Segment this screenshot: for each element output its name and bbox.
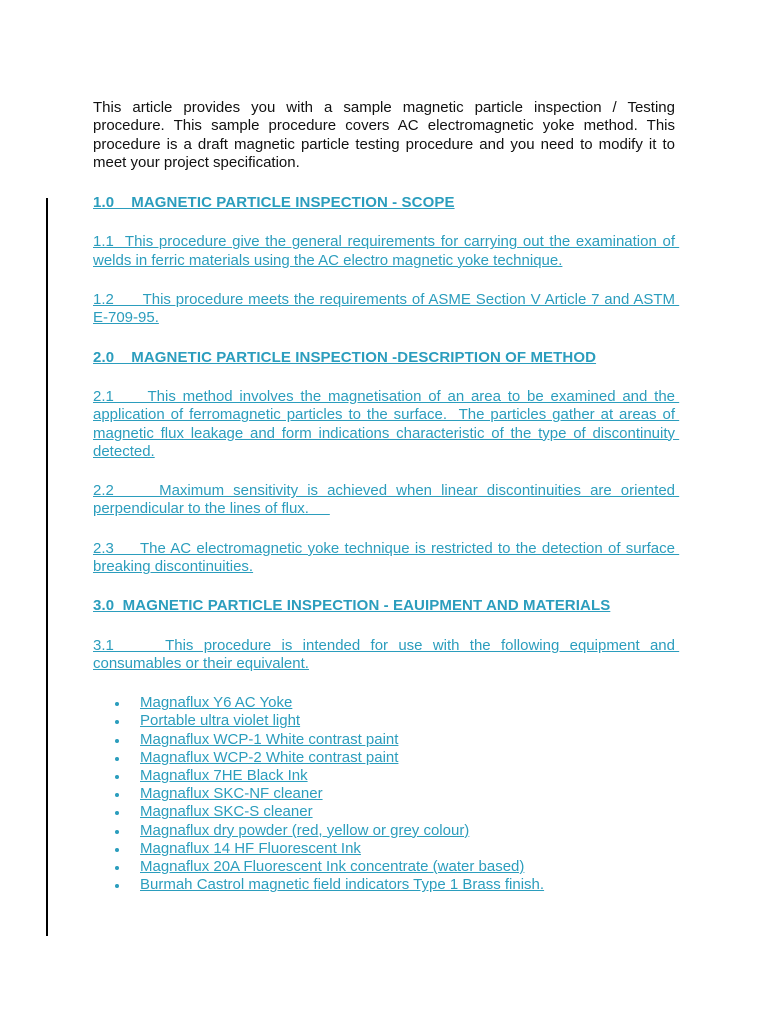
paragraph-1-2[interactable]: 1.2 This procedure meets the requirements of ASME Section V Article 7 and ASTM E-709-95.: [93, 291, 680, 327]
revision-change-bar: [46, 198, 48, 936]
bullet-icon: [115, 848, 119, 852]
bullet-icon: [115, 866, 119, 870]
paragraph-2-2[interactable]: 2.2 Maximum sensitivity is achieved when linear discontinuities are oriented perpendicular to the lines of flux.: [93, 482, 680, 518]
list-item[interactable]: [115, 694, 675, 712]
bullet-icon: [115, 775, 119, 779]
bullet-icon: [115, 702, 119, 706]
bullet-icon: [115, 720, 119, 724]
bullet-icon: [115, 811, 119, 815]
list-item[interactable]: [115, 840, 675, 858]
bullet-icon: [115, 884, 119, 888]
list-item[interactable]: [115, 712, 675, 730]
list-item[interactable]: [115, 803, 675, 821]
list-item[interactable]: [115, 785, 675, 803]
list-item-label: Magnaflux SKC-S cleaner: [140, 803, 313, 821]
list-item[interactable]: [115, 767, 675, 785]
document-body: [93, 99, 680, 894]
paragraph-1-1[interactable]: 1.1 This procedure give the general requirements for carrying out the examination of welds in ferric materials using the AC electro magnetic yoke technique.: [93, 233, 680, 269]
list-item-label: Magnaflux WCP-2 White contrast paint: [140, 748, 399, 766]
list-item[interactable]: [115, 822, 675, 840]
bullet-icon: [115, 757, 119, 761]
list-item[interactable]: [115, 876, 675, 894]
list-item-label: Magnaflux Y6 AC Yoke: [140, 694, 293, 712]
bullet-icon: [115, 739, 119, 743]
section-heading-scope[interactable]: 1.0 MAGNETIC PARTICLE INSPECTION - SCOPE: [93, 194, 455, 212]
paragraph-2-1[interactable]: 2.1 This method involves the magnetisation of an area to be examined and the application of ferromagnetic particles to the surface. The particles gather at areas of magnetic flux leakage and form indications characteristic of the type of discontinuity detected.: [93, 387, 680, 460]
intro-paragraph: This article provides you with a sample magnetic particle inspection / Testing procedure. This sample procedure covers AC electromagnetic yoke method. This procedure is a draft magnetic particle testing procedure and you need to modify it to meet your project specification.: [93, 99, 680, 171]
section-heading-equipment[interactable]: 3.0 MAGNETIC PARTICLE INSPECTION - EAUIPMENT AND MATERIALS: [93, 597, 611, 615]
list-item-label: Portable ultra violet light: [140, 712, 301, 730]
list-item-label: Magnaflux WCP-1 White contrast paint: [140, 730, 399, 748]
bullet-icon: [115, 830, 119, 834]
list-item[interactable]: [115, 858, 675, 876]
list-item[interactable]: [115, 731, 675, 749]
section-heading-description[interactable]: 2.0 MAGNETIC PARTICLE INSPECTION -DESCRIPTION OF METHOD: [93, 348, 597, 366]
list-item-label: Magnaflux SKC-NF cleaner: [140, 785, 323, 803]
bullet-icon: [115, 793, 119, 797]
list-item-label: Magnaflux dry powder (red, yellow or grey colour): [140, 821, 470, 839]
equipment-list: [93, 694, 675, 894]
list-item-label: Magnaflux 20A Fluorescent Ink concentrate (water based): [140, 858, 525, 876]
list-item-label: Magnaflux 7HE Black Ink: [140, 767, 308, 785]
list-item-label: Magnaflux 14 HF Fluorescent Ink: [140, 839, 361, 857]
list-item-label: Burmah Castrol magnetic field indicators Type 1 Brass finish.: [140, 876, 545, 894]
paragraph-3-1[interactable]: 3.1 This procedure is intended for use with the following equipment and consumables or their equivalent.: [93, 636, 680, 672]
paragraph-2-3[interactable]: 2.3 The AC electromagnetic yoke technique is restricted to the detection of surface breaking discontinuities.: [93, 539, 680, 576]
list-item[interactable]: [115, 749, 675, 767]
